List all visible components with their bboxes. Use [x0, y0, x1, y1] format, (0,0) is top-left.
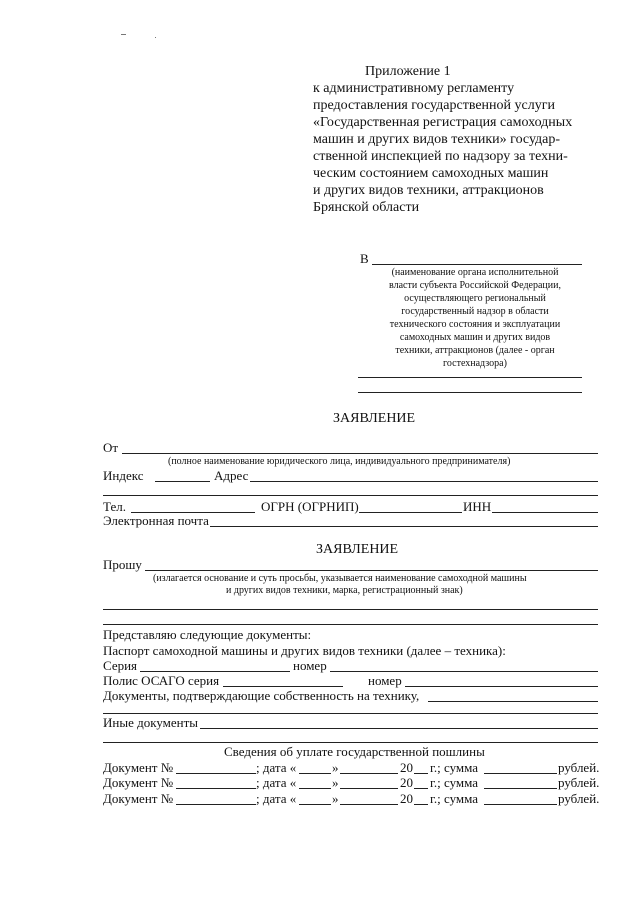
payment-sum-field[interactable]: [484, 788, 557, 789]
payment-date-label: ; дата «: [256, 760, 297, 775]
statement-heading-2: ЗАЯВЛЕНИЕ: [316, 542, 399, 557]
request-field-line-3[interactable]: [103, 624, 598, 625]
address-field-line-2[interactable]: [103, 495, 598, 496]
payment-sum-label: г.; сумма: [430, 775, 479, 790]
ogrn-label: ОГРН (ОГРНИП): [261, 499, 359, 514]
passport-label: Паспорт самоходной машины и других видов техники (далее – техника):: [103, 643, 506, 658]
appendix-line: и других видов техники, аттракционов: [313, 183, 544, 198]
scan-speck: [155, 37, 156, 38]
request-field-line-2[interactable]: [103, 609, 598, 610]
appendix-line: ственной инспекцией по надзору за техни-: [313, 149, 568, 164]
from-note: (полное наименование юридического лица, индивидуального предпринимателя): [168, 456, 511, 467]
addressee-note: самоходных машин и других видов: [399, 332, 551, 343]
payment-sum-label: г.; сумма: [430, 791, 479, 806]
addressee-note: гостехнадзора): [443, 358, 507, 369]
ownership-field[interactable]: [428, 701, 598, 702]
ownership-label: Документы, подтверждающие собственность на технику,: [103, 688, 420, 703]
addressee-note: (наименование органа исполнительной: [391, 267, 559, 278]
payment-year-label: 20: [400, 760, 413, 775]
payment-doc-label: Документ №: [103, 775, 174, 790]
osago-series-field[interactable]: [223, 686, 343, 687]
payment-month-field[interactable]: [340, 788, 398, 789]
payment-month-field[interactable]: [340, 804, 398, 805]
index-field[interactable]: [155, 481, 210, 482]
payment-doc-label: Документ №: [103, 760, 174, 775]
payment-sum-field[interactable]: [484, 804, 557, 805]
address-label: Адрес: [214, 468, 249, 483]
addressee-prefix: В: [360, 251, 369, 266]
addressee-field-line-2[interactable]: [358, 377, 582, 378]
payment-date-label: ; дата «: [256, 791, 297, 806]
number-field[interactable]: [330, 671, 598, 672]
ownership-field-line-2[interactable]: [103, 713, 598, 714]
payment-date-label: ; дата «: [256, 775, 297, 790]
request-note: и других видов техники, марка, регистрационный знак): [226, 585, 463, 596]
index-label: Индекс: [103, 468, 144, 483]
payment-quote-close: »: [332, 775, 339, 790]
documents-intro: Представляю следующие документы:: [103, 627, 312, 642]
addressee-note: технического состояния и эксплуатации: [389, 319, 561, 330]
payment-title: Сведения об уплате государственной пошлины: [224, 744, 485, 759]
appendix-line: ческим состоянием самоходных машин: [313, 166, 549, 181]
payment-year-label: 20: [400, 791, 413, 806]
payment-quote-close: »: [332, 760, 339, 775]
payment-day-field[interactable]: [299, 788, 331, 789]
osago-number-field[interactable]: [405, 686, 598, 687]
inn-field[interactable]: [492, 512, 598, 513]
payment-doc-label: Документ №: [103, 791, 174, 806]
other-docs-label: Иные документы: [103, 715, 199, 730]
addressee-note: осуществляющего региональный: [404, 293, 546, 304]
payment-day-field[interactable]: [299, 773, 331, 774]
number-label: номер: [293, 658, 327, 673]
from-field[interactable]: [122, 453, 598, 454]
appendix-title: Приложение 1: [365, 64, 451, 79]
payment-rub-label: рублей.: [558, 760, 600, 775]
appendix-line: «Государственная регистрация самоходных: [313, 115, 573, 130]
addressee-note: государственный надзор в области: [401, 306, 549, 317]
appendix-line: машин и других видов техники» государ-: [313, 132, 561, 147]
payment-day-field[interactable]: [299, 804, 331, 805]
payment-doc-number-field[interactable]: [176, 804, 256, 805]
request-note: (излагается основание и суть просьбы, указывается наименование самоходной машины: [153, 573, 527, 584]
payment-year-field[interactable]: [414, 804, 428, 805]
addressee-field-line-3[interactable]: [358, 392, 582, 393]
addressee-field[interactable]: [372, 264, 582, 265]
series-label: Серия: [103, 658, 138, 673]
inn-label: ИНН: [463, 499, 492, 514]
appendix-line: предоставления государственной услуги: [313, 98, 555, 113]
appendix-line: к административному регламенту: [313, 81, 515, 96]
email-field[interactable]: [210, 526, 598, 527]
payment-sum-label: г.; сумма: [430, 760, 479, 775]
payment-rub-label: рублей.: [558, 791, 600, 806]
payment-quote-close: »: [332, 791, 339, 806]
statement-heading: ЗАЯВЛЕНИЕ: [333, 411, 416, 426]
ogrn-field[interactable]: [359, 512, 462, 513]
from-label: От: [103, 440, 119, 455]
payment-doc-number-field[interactable]: [176, 773, 256, 774]
payment-rub-label: рублей.: [558, 775, 600, 790]
phone-label: Тел.: [103, 499, 126, 514]
appendix-line: Брянской области: [313, 200, 420, 215]
osago-number-label: номер: [368, 673, 402, 688]
addressee-note: власти субъекта Российской Федерации,: [389, 280, 561, 291]
osago-series-label: Полис ОСАГО серия: [103, 673, 220, 688]
email-label: Электронная почта: [103, 513, 209, 528]
payment-month-field[interactable]: [340, 773, 398, 774]
addressee-note: техники, аттракционов (далее - орган: [395, 345, 555, 356]
scan-speck: [121, 34, 126, 35]
payment-year-field[interactable]: [414, 773, 428, 774]
address-field[interactable]: [250, 481, 598, 482]
payment-year-field[interactable]: [414, 788, 428, 789]
payment-sum-field[interactable]: [484, 773, 557, 774]
request-field[interactable]: [145, 570, 598, 571]
request-label: Прошу: [103, 557, 142, 572]
payment-year-label: 20: [400, 775, 413, 790]
other-docs-field[interactable]: [200, 728, 598, 729]
series-field[interactable]: [140, 671, 290, 672]
other-docs-field-line-2[interactable]: [103, 742, 598, 743]
payment-doc-number-field[interactable]: [176, 788, 256, 789]
